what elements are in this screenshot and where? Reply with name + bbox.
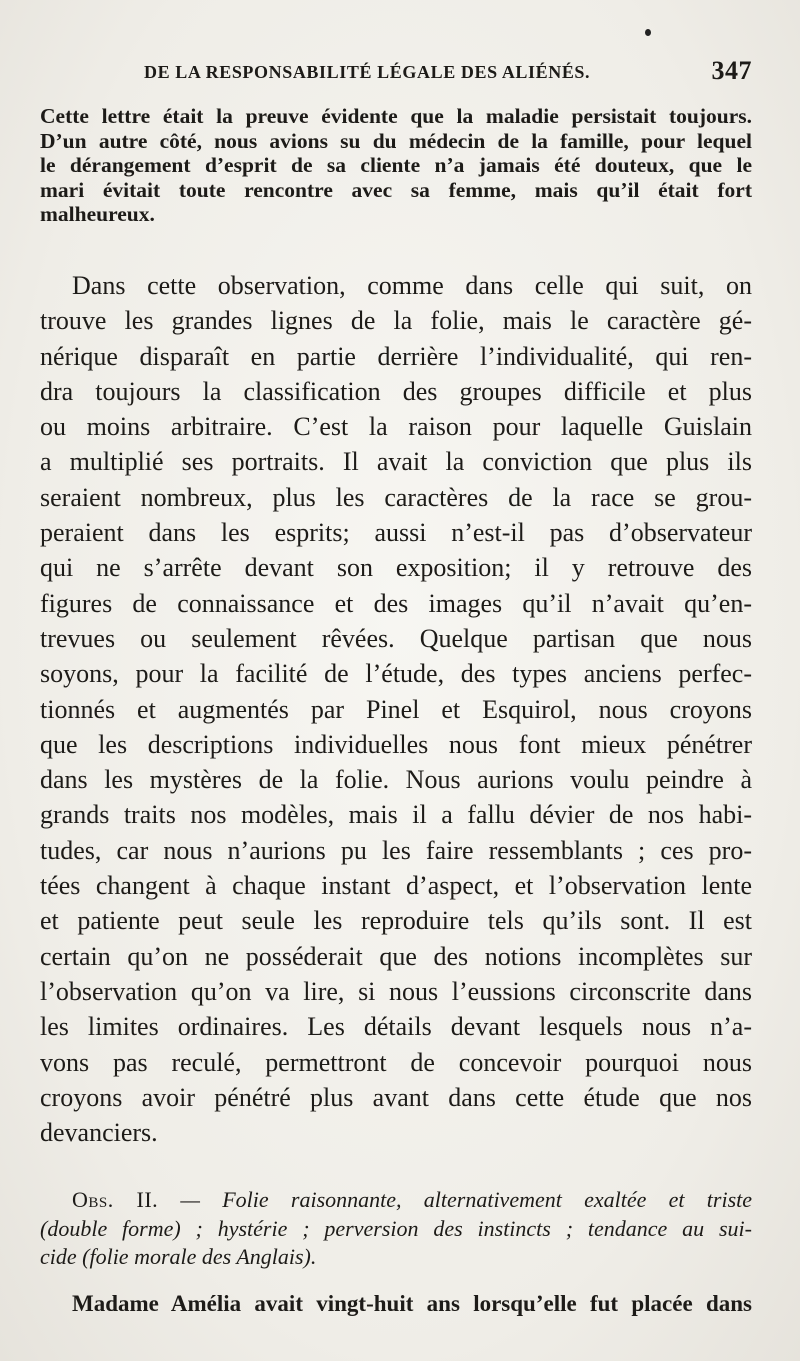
- text-line: que les descriptions individuelles nous font mieux pénétrer: [40, 729, 752, 759]
- text-line: vons pas reculé, permettront de concevoir pourquoi nous: [40, 1047, 752, 1077]
- text-line: l’observation qu’on va lire, si nous l’eussions circonscrite dans: [40, 976, 752, 1006]
- text-line: ou moins arbitraire. C’est la raison pour laquelle Guislain: [40, 412, 752, 442]
- ink-dot: [645, 29, 651, 36]
- text-line: grands traits nos modèles, mais il a fallu dévier de nos habi-: [40, 800, 752, 830]
- observation-heading: [40, 1186, 752, 1272]
- text-line: le dérangement d’esprit de sa cliente n’a jamais été douteux, que le: [40, 153, 752, 177]
- text-line: tudes, car nous n’aurions pu les faire ressemblants ; ces pro-: [40, 835, 752, 865]
- text-line: croyons avoir pénétré plus avant dans cette étude que nos: [40, 1082, 752, 1112]
- page-header: [40, 58, 760, 92]
- running-head: DE LA RESPONSABILITÉ LÉGALE DES ALIÉNÉS.: [144, 62, 591, 82]
- text-line: tées changent à chaque instant d’aspect, et l’observation lente: [40, 871, 752, 901]
- text-line: seraient nombreux, plus les caractères de la race se grou-: [40, 482, 752, 512]
- text-line: cide (folie morale des Anglais).: [40, 1244, 317, 1269]
- text-line: mari évitait toute rencontre avec sa femme, mais qu’il était fort: [40, 177, 752, 202]
- text-line: dans les mystères de la folie. Nous aurions voulu peindre à: [40, 765, 752, 795]
- text-line: Dans cette observation, comme dans celle qui suit, on: [72, 271, 752, 300]
- text-line: Cette lettre était la preuve évidente que la maladie persistait toujours.: [40, 104, 752, 128]
- text-line: a multiplié ses portraits. Il avait la conviction que plus ils: [40, 447, 752, 477]
- paragraph-commentary: [40, 268, 752, 1150]
- text-line: certain qu’on ne posséderait que des notions incomplètes sur: [40, 941, 752, 971]
- text-line: (double forme) ; hystérie ; perversion des instincts ; tendance au sui-: [40, 1215, 752, 1241]
- paragraph-case-start: [40, 1289, 752, 1319]
- text-line: peraient dans les esprits; aussi n’est-il pas d’observateur: [40, 518, 752, 548]
- observation-label: Obs. II.: [72, 1187, 159, 1212]
- text-line: nérique disparaît en partie derrière l’individualité, qui ren-: [40, 341, 752, 371]
- text-line: soyons, pour la facilité de l’étude, des types anciens perfec-: [40, 659, 752, 689]
- text-line: dra toujours la classification des groupes difficile et plus: [40, 376, 752, 406]
- text-line: et patiente peut seule les reproduire tels qu’ils sont. Il est: [40, 906, 752, 936]
- text-line: les limites ordinaires. Les détails devant lesquels nous n’a-: [40, 1012, 752, 1042]
- page-number: 347: [711, 56, 752, 85]
- observation-title-start: — Folie raisonnante, alternativement exaltée et triste: [158, 1187, 753, 1212]
- text-line: devanciers.: [40, 1118, 158, 1148]
- text-line: Madame Amélia avait vingt-huit ans lorsqu’elle fut placée dans: [72, 1291, 752, 1316]
- text-line: D’un autre côté, nous avions su du médecin de la famille, pour lequel: [40, 128, 752, 153]
- text-line: tionnés et augmentés par Pinel et Esquirol, nous croyons: [40, 694, 752, 724]
- text-line: figures de connaissance et des images qu’il n’avait qu’en-: [40, 588, 752, 618]
- text-line: qui ne s’arrête devant son exposition; il y retrouve des: [40, 553, 752, 583]
- text-line: trouve les grandes lignes de la folie, mais le caractère gé-: [40, 306, 752, 336]
- paragraph-letter-conclusion: [40, 104, 752, 227]
- text-line: trevues ou seulement rêvées. Quelque partisan que nous: [40, 623, 752, 653]
- text-line: malheureux.: [40, 202, 155, 226]
- text-line: [40, 1186, 752, 1215]
